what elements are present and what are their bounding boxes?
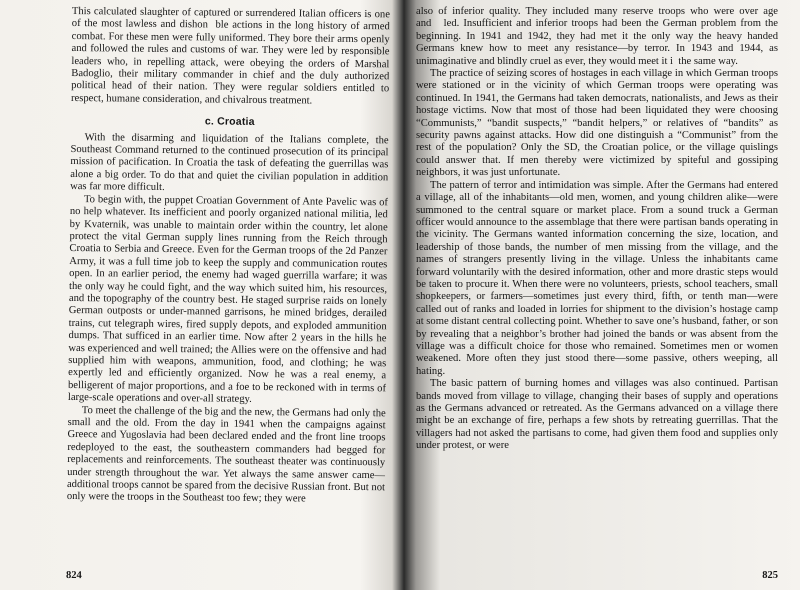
paragraph: The practice of seizing scores of hostages in each village in which German troops were stationed or in the vicinity of which German troops were operating was continued. In 1941, the Germans had taken democrats, nationalists, and Jews as their hostage victims. Now that most of those had been liquidated they were choosing “Communists,” “bandit suspects,” “bandit helpers,” or relatives of “bandits” as security pawns against attacks. How did one distinguish a “Communist” from the rest of the population? Only the SD, the Croatian police, or the village quislings could answer that. If men thereby were victimized by spiteful and gossiping neighbors, it was just unfortunate. (416, 68, 778, 179)
page-number: 825 (762, 569, 778, 581)
paragraph: To meet the challenge of the big and the new, the Germans had only the small and the old. From the day in 1941 when the campaigns against Greece and Yugoslavia had been declared ended and the front line troops redeployed to the east, the southeastern commanders had begged for replacements and reinforcements. The southeast theater was continuously under strength throughout the war. Yet always the same answer came—additional troops cannot be spared from the decisive Russian front. But not only were the troops in the Southeast too few; they were (66, 404, 386, 505)
paragraph: The pattern of terror and intimidation was simple. After the Germans had entered a village, all of the inhabitants—old men, women, and young children alike—were summoned to the central square or market place. From a sound truck a German officer would announce to the assemblage that there were partisan bands operating in the vicinity. The Germans wanted information concerning the size, location, and leadership of those bands, the number of men missing from the village, and the names of strangers presently living in the village. Unless the inhabitants came forward voluntarily with the desired information, other and more drastic steps would be taken to procure it. When there were no volunteers, priests, school teachers, small shopkeepers, or farmers—sometimes just every third, fifth, or tenth man—were called out of ranks and loaded in lorries for shipment to the division’s hostage camp at some distant central collecting point. Whether to save one’s husband, father, or son by revealing that a neighbor’s brother had joined the bands or was absent from the village was a difficult choice for those who remained. Sometimes men or women weakened. More often they just stood there—some passive, others weeping, all hating. (416, 179, 778, 377)
paragraph: The basic pattern of burning homes and villages was also continued. Partisan bands moved from village to village, changing their bases of supply and operations as the Germans advanced or retreated. As the Germans advanced on a village there might be an exchange of fire, perhaps a few shots by retreating guerrillas. That the villagers had not asked the partisans to come, had given them food and supplies only under protest, or were (416, 378, 778, 452)
left-page-body (66, 6, 390, 567)
right-page-body (416, 6, 778, 564)
section-title: c. Croatia (204, 115, 255, 129)
paragraph: This calculated slaughter of captured or surrendered Italian officers is one of the most lawless and dishon ble actions in the long history of armed combat. For these men were fully uniformed. They bore their arms openly and followed the rules and customs of war. They were led by responsible leaders who, in repelling attack, were obeying the orders of Marshal Badoglio, their military commander in chief and the duly authorized political head of their nation. They were regular soldiers entitled to respect, humane consideration, and chivalrous treatment. (70, 6, 390, 107)
left-page (66, 6, 390, 589)
right-page (416, 6, 778, 586)
paragraph: also of inferior quality. They included many reserve troops who were over age and led. Insufficient and inferior troops had been the German problem from the beginning. In 1941 and 1942, they had met it the only way the heavy handed Germans knew how to meet any resistance—by terror. In 1943 and 1944, as unimaginative and blindly cruel as ever, they would meet it i the same way. (416, 6, 778, 67)
paragraph: With the disarming and liquidation of the Italians complete, the Southeast Command returned to the continued prosecution of its principal mission of pacification. In Croatia the task of defeating the guerrillas was alone a big order. To do that and quiet the civilian population in addition was far more difficult. (70, 131, 389, 194)
paragraph: To begin with, the puppet Croatian Government of Ante Pavelic was of no help whatever. Its inefficient and poorly organized national militia, led by Kvaternik, was unable to maintain order within the country, let alone protect the vital German supply lines running from the Reich through Croatia to Serbia and Greece. Even for the German troops of the 2d Panzer Army, it was a full time job to keep the supply and communication routes open. In an earlier period, the enemy had waged guerrilla warfare; it was the only way he could fight, and the way which suited him, his resources, and the topography of the country best. He staged surprise raids on lonely German outposts or under-manned garrisons, he mined bridges, derailed trains, cut telegraph wires, fired supply depots, and exploded ammunition dumps. That sufficed in an earlier time. Now after 2 years in the hills he was experienced and well trained; the Allies were on the offensive and had supplied him with weapons, ammunition, food, and clothing; he was expertly led and efficiently organized. Now he was a real enemy, a belligerent of major proportions, and a foe to be reckoned with in terms of large-scale operations and over-all strategy. (67, 193, 389, 406)
page-number: 824 (65, 569, 82, 581)
